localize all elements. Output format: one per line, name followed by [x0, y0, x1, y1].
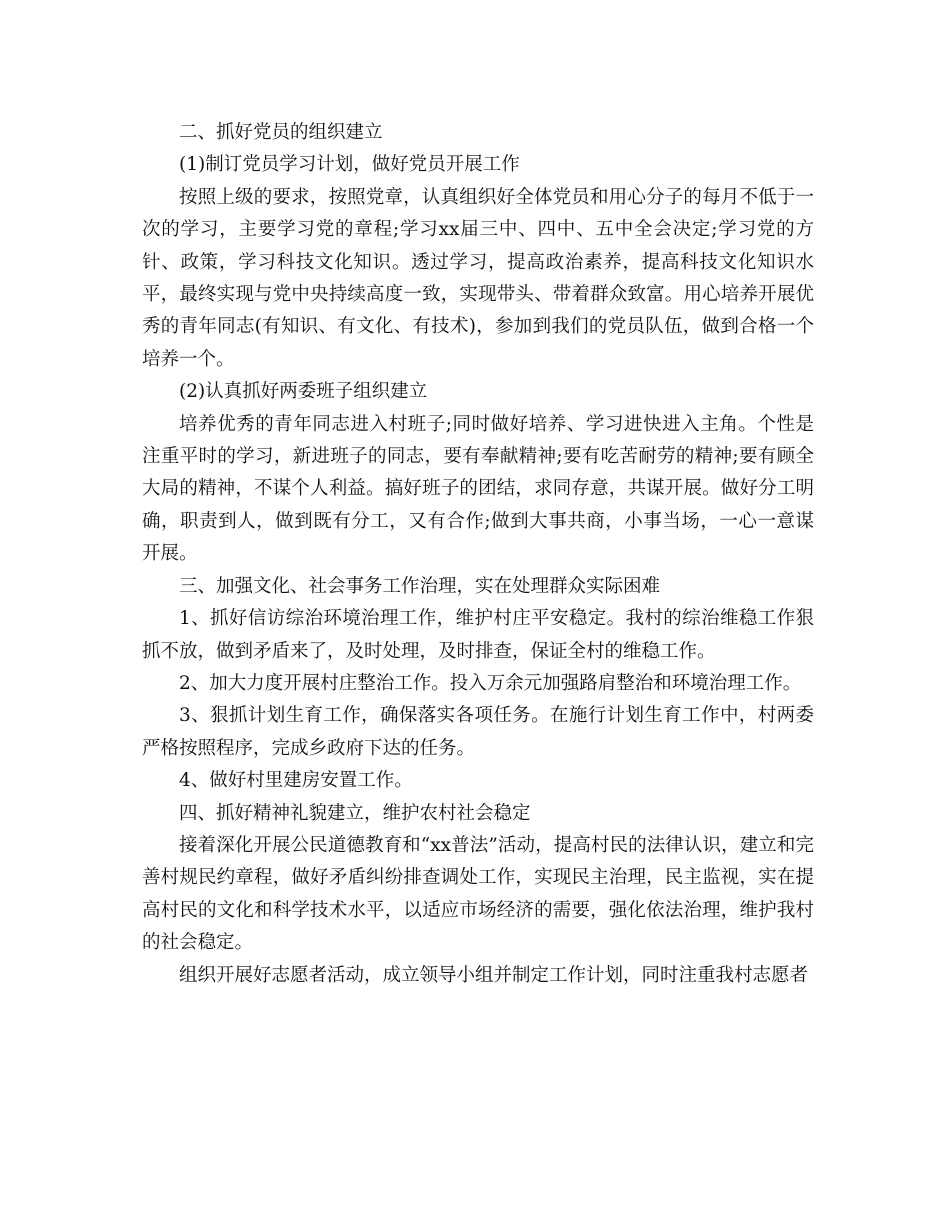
body-paragraph: 组织开展好志愿者活动，成立领导小组并制定工作计划，同时注重我村志愿者 — [179, 964, 809, 986]
body-paragraph: 培养优秀的青年同志进入村班子;同时做好培养、学习进快进入主角。个性是注重平时的学习，新进班子的同志，要有奉献精神;要有吃苦耐劳的精神;要有顾全大局的精神，不谋个人利益。搞好班子的团结，求同存意，共谋开展。做好分工明确，职责到人，做到既有分工，又有合作;做到大事共商，小事当场，一心一意谋开展。 — [142, 413, 814, 565]
list-item: 4、做好村里建房安置工作。 — [179, 770, 413, 792]
document-body — [142, 117, 814, 992]
section-heading: 四、抓好精神礼貌建立，维护农村社会稳定 — [179, 802, 531, 824]
list-item: 1、抓好信访综治环境治理工作，维护村庄平安稳定。我村的综治维稳工作狠抓不放，做到矛盾来了，及时处理，及时排查，保证全村的维稳工作。 — [142, 608, 814, 662]
body-paragraph: 接着深化开展公民道德教育和“xx普法”活动，提高村民的法律认识，建立和完善村规民约章程，做好矛盾纠纷排查调处工作，实现民主治理，民主监视，实在提高村民的文化和科学技术水平，以适应市场经济的需要，强化依法治理，维护我村的社会稳定。 — [142, 834, 814, 954]
section-heading: 二、抓好党员的组织建立 — [179, 122, 383, 143]
body-paragraph: 按照上级的要求，按照党章，认真组织好全体党员和用心分子的每月不低于一次的学习，主要学习党的章程;学习xx届三中、四中、五中全会决定;学习党的方针、政策，学习科技文化知识。透过学习，提高政治素养，提高科技文化知识水平，最终实现与党中央持续高度一致，实现带头、带着群众致富。用心培养开展优秀的青年同志(有知识、有文化、有技术)，参加到我们的党员队伍，做到合格一个培养一个。 — [142, 186, 814, 370]
list-item: 3、狠抓计划生育工作，确保落实各项任务。在施行计划生育工作中，村两委严格按照程序，完成乡政府下达的任务。 — [142, 705, 814, 759]
subsection-heading: (2)认真抓好两委班子组织建立 — [179, 381, 428, 403]
list-item: 2、加大力度开展村庄整治工作。投入万余元加强路肩整治和环境治理工作。 — [179, 672, 802, 694]
subsection-heading: (1)制订党员学习计划，做好党员开展工作 — [179, 154, 520, 176]
section-heading: 三、加强文化、社会事务工作治理，实在处理群众实际困难 — [179, 575, 661, 597]
